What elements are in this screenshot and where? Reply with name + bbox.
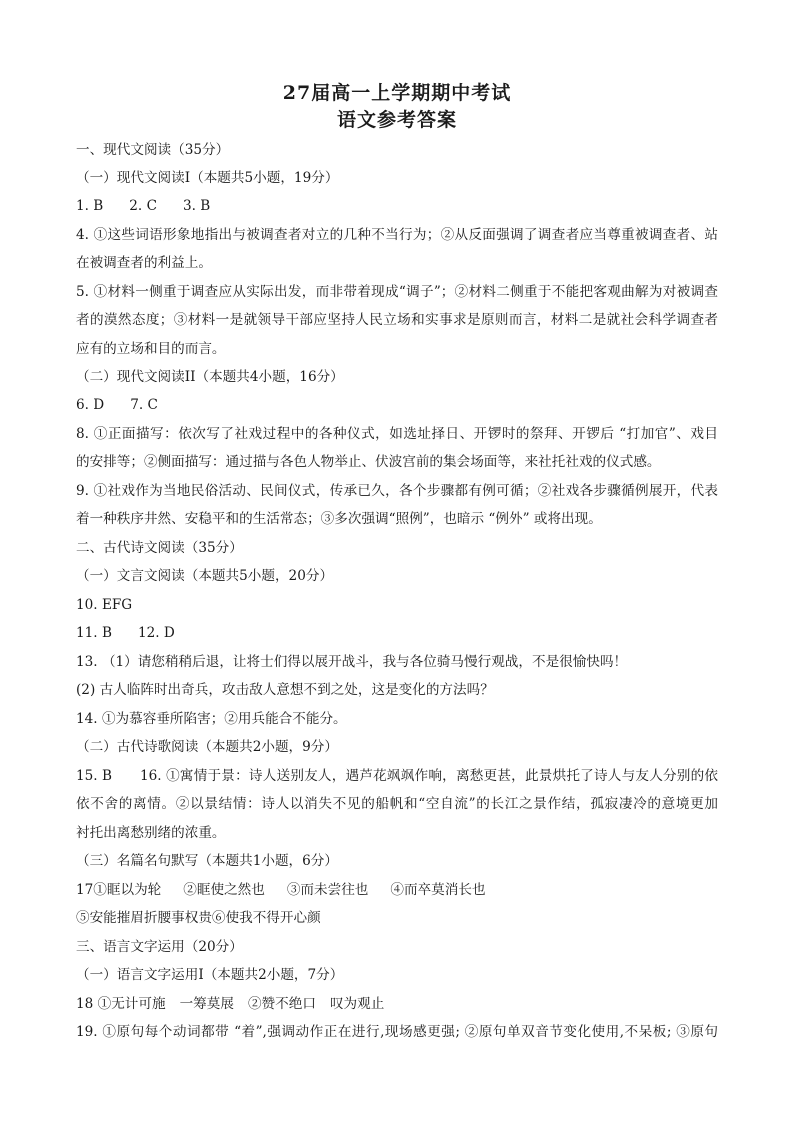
answer-4-line-1: 4. ①这些词语形象地指出与被调查者对立的几种不当行为；②从反面强调了调查者应当尊重被调查者、站 bbox=[76, 227, 718, 243]
answer-17-line-1 bbox=[76, 880, 486, 900]
answer-1: 1. B bbox=[76, 198, 104, 214]
answer-18-1a: 18 ①无计可施 bbox=[76, 996, 166, 1012]
answer-17-line-2: ⑤安能摧眉折腰事权贵⑥使我不得开心颜 bbox=[76, 910, 321, 926]
answer-13-1: 13. （1）请您稍稍后退，让将士们得以展开战斗，我与各位骑马慢行观战，不是很愉快吗！ bbox=[76, 654, 628, 670]
answer-6: 6. D bbox=[76, 397, 105, 413]
answer-3: 3. B bbox=[182, 198, 211, 214]
answer-11: 11. B bbox=[76, 625, 112, 641]
answer-16-line-1: 16. ①寓情于景：诗人送别友人，遇芦花飒飒作响，离愁更甚，此景烘托了诗人与友人分别的依 bbox=[139, 768, 718, 784]
answer-17-2: ②眶使之然也 bbox=[183, 882, 265, 898]
answer-8-line-2: 的安排等；②侧面描写：通过描与各色人物举止、伏波宫前的集会场面等，来社托社戏的仪式感。 bbox=[76, 454, 661, 470]
section-heading-language-use: 三、语言文字运用（20分） bbox=[76, 939, 243, 955]
answer-16-line-2: 依不舍的离情。②以景结情：诗人以消失不见的船帆和“空自流”的长江之景作结，孤寂凄冷的意境更加 bbox=[76, 796, 718, 812]
answer-12: 12. D bbox=[137, 625, 175, 641]
answers-6-7 bbox=[76, 395, 158, 415]
answer-5-line-3: 应有的立场和目的而言。 bbox=[76, 341, 226, 357]
answers-11-12 bbox=[76, 623, 175, 643]
subsection-heading-modern-reading-1: （一）现代文阅读Ⅰ（本题共5小题，19分） bbox=[76, 170, 339, 186]
answer-17-1: 17①眶以为轮 bbox=[76, 882, 162, 898]
answer-19-line-1: 19. ①原句每个动词都带 “着”,强调动作正在进行,现场感更强; ②原句单双音节变化使用,不呆板; ③原句 bbox=[76, 1024, 718, 1040]
subsection-heading-modern-reading-2: （二）现代文阅读II（本题共4小题，16分） bbox=[76, 369, 344, 385]
answer-18-1b: 一筹莫展 bbox=[179, 996, 234, 1012]
answer-15: 15. B bbox=[76, 768, 112, 784]
answer-7: 7. C bbox=[130, 397, 158, 413]
section-heading-modern-reading: 一、现代文阅读（35分） bbox=[76, 142, 230, 158]
answer-18-2a: ②赞不绝口 bbox=[247, 996, 316, 1012]
answer-17-4: ④而卒莫消长也 bbox=[390, 882, 486, 898]
exam-title: 27届高一上学期期中考试 bbox=[282, 82, 512, 104]
answer-15-16-line-1 bbox=[76, 766, 718, 786]
subsection-heading-language-use-1: （一）语言文字运用Ⅰ（本题共2小题，7分） bbox=[76, 967, 344, 983]
answers-1-3 bbox=[76, 196, 210, 216]
answer-key-subtitle: 语文参考答案 bbox=[336, 109, 457, 131]
answer-9-line-2: 着一种秩序井然、安稳平和的生活常态；③多次强调“照例”，也暗示 “例外” 或将出现。 bbox=[76, 511, 602, 527]
subsection-heading-famous-lines: （三）名篇名句默写（本题共1小题，6分） bbox=[76, 853, 338, 869]
answer-17-3: ③而未尝往也 bbox=[286, 882, 369, 898]
section-heading-classical-reading: 二、古代诗文阅读（35分） bbox=[76, 540, 243, 556]
answer-16-line-3: 衬托出离愁别绪的浓重。 bbox=[76, 825, 226, 841]
answer-5-line-1: 5. ①材料一侧重于调查应从实际出发，而非带着现成“调子”；②材料二侧重于不能把客观曲解为对被调查 bbox=[76, 284, 718, 300]
answer-4-line-2: 在被调查者的利益上。 bbox=[76, 255, 212, 271]
answer-14: 14. ①为慕容垂所陷害；②用兵能合不能分。 bbox=[76, 711, 347, 727]
subsection-heading-classical-poetry: （二）古代诗歌阅读（本题共2小题，9分） bbox=[76, 739, 338, 755]
answer-9-line-1: 9. ①社戏作为当地民俗活动、民间仪式，传承已久，各个步骤都有例可循；②社戏各步骤循例展开，代表 bbox=[76, 483, 718, 499]
answer-2: 2. C bbox=[129, 198, 157, 214]
answer-5-line-2: 者的漠然态度；③材料一是就领导干部应坚持人民立场和实事求是原则而言，材料二是就社会科学调查者 bbox=[76, 312, 718, 328]
answer-13-2: (2) 古人临阵时出奇兵，攻击敌人意想不到之处，这是变化的方法吗？ bbox=[76, 682, 494, 698]
answer-18 bbox=[76, 994, 384, 1014]
answer-8-line-1: 8. ①正面描写：依次写了社戏过程中的各种仪式，如选址择日、开锣时的祭拜、开锣后 “打加官”、戏目 bbox=[76, 426, 718, 442]
subsection-heading-classical-prose: （一）文言文阅读（本题共5小题，20分） bbox=[76, 568, 334, 584]
answer-10: 10. EFG bbox=[76, 597, 133, 613]
answer-18-2b: 叹为观止 bbox=[329, 996, 385, 1012]
